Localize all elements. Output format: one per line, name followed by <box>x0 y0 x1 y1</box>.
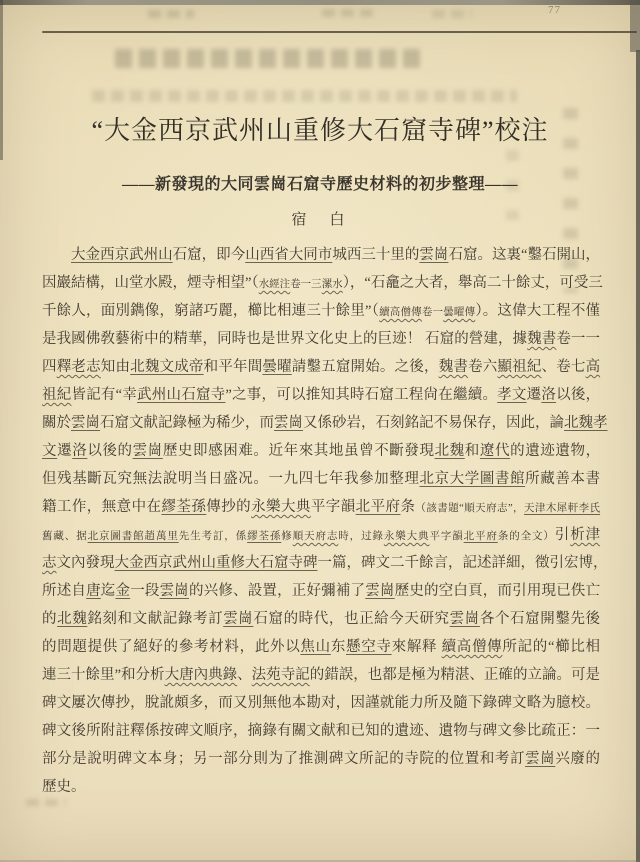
text-run: 銘刻和文献記錄考訂 <box>87 611 224 627</box>
text-run: 但残基斷瓦究無法說明当日盛况。一九四七年我參加整理 <box>42 471 420 487</box>
body-line <box>42 409 608 437</box>
scan-edge-right-top <box>630 0 640 52</box>
proper-noun: 雲崗 <box>71 415 100 431</box>
proper-noun: 焦山 <box>300 639 331 655</box>
proper-noun: 孝文 <box>497 387 527 403</box>
text-run: 先生考訂，係 <box>178 531 248 542</box>
text-run: 遷 <box>57 443 73 459</box>
proper-noun: 雲崗 <box>449 611 480 627</box>
book-title: 高 <box>585 359 601 375</box>
book-title: 析津 <box>570 527 601 543</box>
book-title: 永樂大典 <box>383 531 430 542</box>
text-run: 四 <box>42 359 57 375</box>
body-line <box>42 325 600 353</box>
show-through-artifact <box>432 10 472 18</box>
text-run <box>42 247 71 263</box>
proper-noun: 雲崗 <box>419 247 449 263</box>
book-title: 大唐內典錄 <box>164 667 238 683</box>
article-subtitle: ——新發現的大同雲崗石窟寺歷史材料的初步整理—— <box>121 176 518 193</box>
proper-noun: 武州山石窟寺 <box>137 387 226 403</box>
text-run: 石窟。这裏“鑿石開山， <box>448 247 601 263</box>
proper-noun: 遼代 <box>479 443 511 459</box>
proper-noun: 懸空寺 <box>346 639 392 655</box>
text-run: 是我國佛敎藝術中的精華，同時也是世界文化史上的巨迹！ 石窟的營建，據 <box>42 331 528 347</box>
text-run: （該書題“順天府志”， <box>415 503 524 514</box>
body-line <box>42 633 600 661</box>
body-line <box>42 549 608 577</box>
text-run: 遷 <box>526 387 542 403</box>
text-run: 卷一一 <box>556 331 601 347</box>
book-title: 續高僧傳 <box>379 307 422 318</box>
body-line <box>42 297 600 325</box>
text-run: 石窟的時代，也正給今天研究 <box>253 611 450 627</box>
text-run: 卷六 <box>468 359 498 375</box>
text-run: 部分是說明碑文本身；另一部分則为了推測碑文所記的寺院的位置和考訂 <box>42 751 526 767</box>
page-number: 77 <box>548 4 561 16</box>
body-line <box>42 521 600 549</box>
proper-noun: 北魏 <box>434 443 465 459</box>
text-run: 又係砂岩，石刻銘記不易保存，因此，論 <box>303 415 564 431</box>
book-title: 祖紀 <box>42 387 72 403</box>
text-run: 所記的“櫛比相 <box>502 639 601 655</box>
text-run: 歷史即感困难。近年來其地虽曾不斷發現 <box>162 443 435 459</box>
text-run: 各个石窟開鑿先後 <box>479 611 601 627</box>
text-run: 所述自 <box>42 583 87 599</box>
proper-noun: 天津木犀軒李氏 <box>523 503 601 514</box>
proper-noun: 山西省大同市 <box>245 247 333 263</box>
text-run: 時，过錄 <box>338 531 384 542</box>
text-run: 皆記有“幸 <box>71 387 138 403</box>
text-run: 因巖結構，山堂水殿，煙寺相望”（ <box>42 275 259 291</box>
body-line <box>42 381 600 409</box>
proper-noun: 北魏文成帝 <box>130 359 204 375</box>
proper-noun: 雲崗 <box>132 443 163 459</box>
text-run: 來解释 <box>391 639 442 655</box>
proper-noun: 大金西京武州山重修大石窟寺碑 <box>114 555 318 571</box>
body-line <box>42 605 600 633</box>
text-run: 文內發現 <box>56 555 115 571</box>
body-line <box>42 717 600 745</box>
text-run: 一段 <box>130 583 160 599</box>
text-run: 的錯誤，也都是極为精湛、正確的立論。可是 <box>309 667 601 683</box>
text-run: 和 <box>464 443 480 459</box>
proper-noun: 雲崗 <box>274 415 303 431</box>
proper-noun: 北魏孝 <box>564 415 608 431</box>
text-run: 的遺迹遺物， <box>510 443 601 459</box>
text-run: 的兴修、設置，正好彌補了 <box>188 583 366 599</box>
proper-noun: 洛 <box>541 387 557 403</box>
article-author: 宿 白 <box>291 212 349 228</box>
text-run: 、 <box>237 667 252 683</box>
text-run: ），“石龕之大者，舉高二十餘丈，可受三 <box>342 275 603 291</box>
proper-noun: 北京大学圖書館 <box>419 471 526 487</box>
text-run: 条 <box>400 499 416 515</box>
text-run: 請鑿五窟開始。之後， <box>291 359 439 375</box>
proper-noun: 金 <box>115 583 131 599</box>
text-run: 和平年間 <box>203 359 263 375</box>
text-run: 以後， <box>556 387 601 403</box>
book-title: 順天府志 <box>292 531 339 542</box>
text-run: 知由 <box>100 359 131 375</box>
body-line <box>42 745 600 773</box>
book-title: 永樂大典 <box>251 499 311 515</box>
proper-noun: 北魏 <box>57 611 88 627</box>
text-run: 碑文屢次傳抄，脫訛頗多，而又別無他本勘对，因謹就能力所及隨下錄碑文略为臆校。 <box>42 695 600 711</box>
article-title: “大金西京武州山重修大石窟寺碑”校注 <box>91 116 549 145</box>
book-title: 水經注 <box>258 279 291 290</box>
text-run: ）。这偉大工程不僅 <box>475 303 601 319</box>
proper-noun: 雲崗 <box>525 751 556 767</box>
text-run: 平字韻 <box>310 499 356 515</box>
body-line <box>42 577 600 605</box>
body-line <box>42 437 600 465</box>
body-line <box>42 689 600 717</box>
text-run: 舊藏、据 <box>42 531 88 542</box>
text-run: 所藏善本書 <box>525 471 601 487</box>
text-run: 兴廢的 <box>555 751 601 767</box>
article-body <box>42 241 608 801</box>
text-run: 引 <box>554 527 571 543</box>
text-run: 的 <box>42 611 58 627</box>
show-through-artifact <box>92 90 517 102</box>
proper-noun: 洛 <box>72 443 88 459</box>
body-line <box>42 241 600 269</box>
book-title: 曇曜傳 <box>443 307 476 318</box>
scan-edge-top <box>0 0 640 5</box>
book-title: 釋老志 <box>56 359 101 375</box>
book-title: 顯祖紀 <box>497 359 542 375</box>
text-run: 石窟文献記錄極为稀少，而 <box>100 415 274 431</box>
proper-noun: 北平府 <box>355 499 401 515</box>
text-run: 的問題提供了絕好的參考材料，此外以 <box>42 639 301 655</box>
text-run: 傳抄的 <box>206 499 252 515</box>
text-run: 千餘人，面別鐫像，窮諸巧麗，櫛比相連三十餘里”（ <box>42 303 380 319</box>
text-run: 以後的 <box>87 443 133 459</box>
book-title: 魏書 <box>527 331 557 347</box>
body-line <box>42 773 600 801</box>
body-line <box>42 661 600 689</box>
proper-noun: 繆荃孫 <box>161 499 207 515</box>
book-title: 魏書 <box>438 359 469 375</box>
text-run: 一篇，碑文二千餘言，記述詳細，徵引宏博， <box>317 555 608 571</box>
book-title: 志 <box>42 555 57 571</box>
text-run: 歷史。 <box>42 779 86 795</box>
text-run: 、卷七 <box>541 359 586 375</box>
text-run: 歷史的空白頁，而引用現已佚亡 <box>394 583 601 599</box>
proper-noun: 文 <box>42 443 58 459</box>
text-run: 籍工作，無意中在 <box>42 499 162 515</box>
header-divider <box>42 31 637 33</box>
proper-noun: 大金西京武州山 <box>71 247 173 263</box>
proper-noun: 雲崗 <box>223 611 254 627</box>
proper-noun: 曇曜 <box>262 359 292 375</box>
text-run: 平字韻 <box>429 531 464 542</box>
text-run: 連三十餘里”和分析 <box>42 667 165 683</box>
body-line <box>42 493 600 521</box>
proper-noun: 北京圖書館趙萬里 <box>87 531 179 542</box>
text-run: 城西三十里的 <box>332 247 420 263</box>
text-run: 条的全文） <box>497 531 555 542</box>
text-run: 东 <box>330 639 347 655</box>
text-run: 修 <box>281 531 293 542</box>
proper-noun: 繆荃孫 <box>247 531 282 542</box>
show-through-artifact <box>322 9 374 17</box>
book-title: 續高僧傳 <box>441 639 503 655</box>
text-run: 卷一 <box>421 307 444 318</box>
show-through-title-artifact <box>115 49 420 68</box>
proper-noun: 唐 <box>86 583 101 599</box>
proper-noun: 雲崗 <box>159 583 189 599</box>
body-line <box>42 353 600 381</box>
text-run: 關於 <box>42 415 71 431</box>
text-run: 迄 <box>100 583 116 599</box>
body-line <box>42 465 600 493</box>
proper-noun: 北平府 <box>463 531 498 542</box>
book-title: 法苑寺記 <box>251 667 310 683</box>
text-run: 碑文後所附註釋係按碑文順序，摘錄有關文献和已知的遺迹、遺物与碑文參比疏正：一 <box>42 723 600 739</box>
text-run: 卷一三 <box>290 279 322 290</box>
text-run: ”之事，可以推知其時石窟工程尙在繼續。 <box>225 387 498 403</box>
show-through-artifact <box>148 10 194 18</box>
body-line <box>42 269 603 297</box>
book-title: 漯水 <box>321 279 343 290</box>
proper-noun: 雲崗 <box>365 583 395 599</box>
text-run: 石窟，即今 <box>172 247 246 263</box>
